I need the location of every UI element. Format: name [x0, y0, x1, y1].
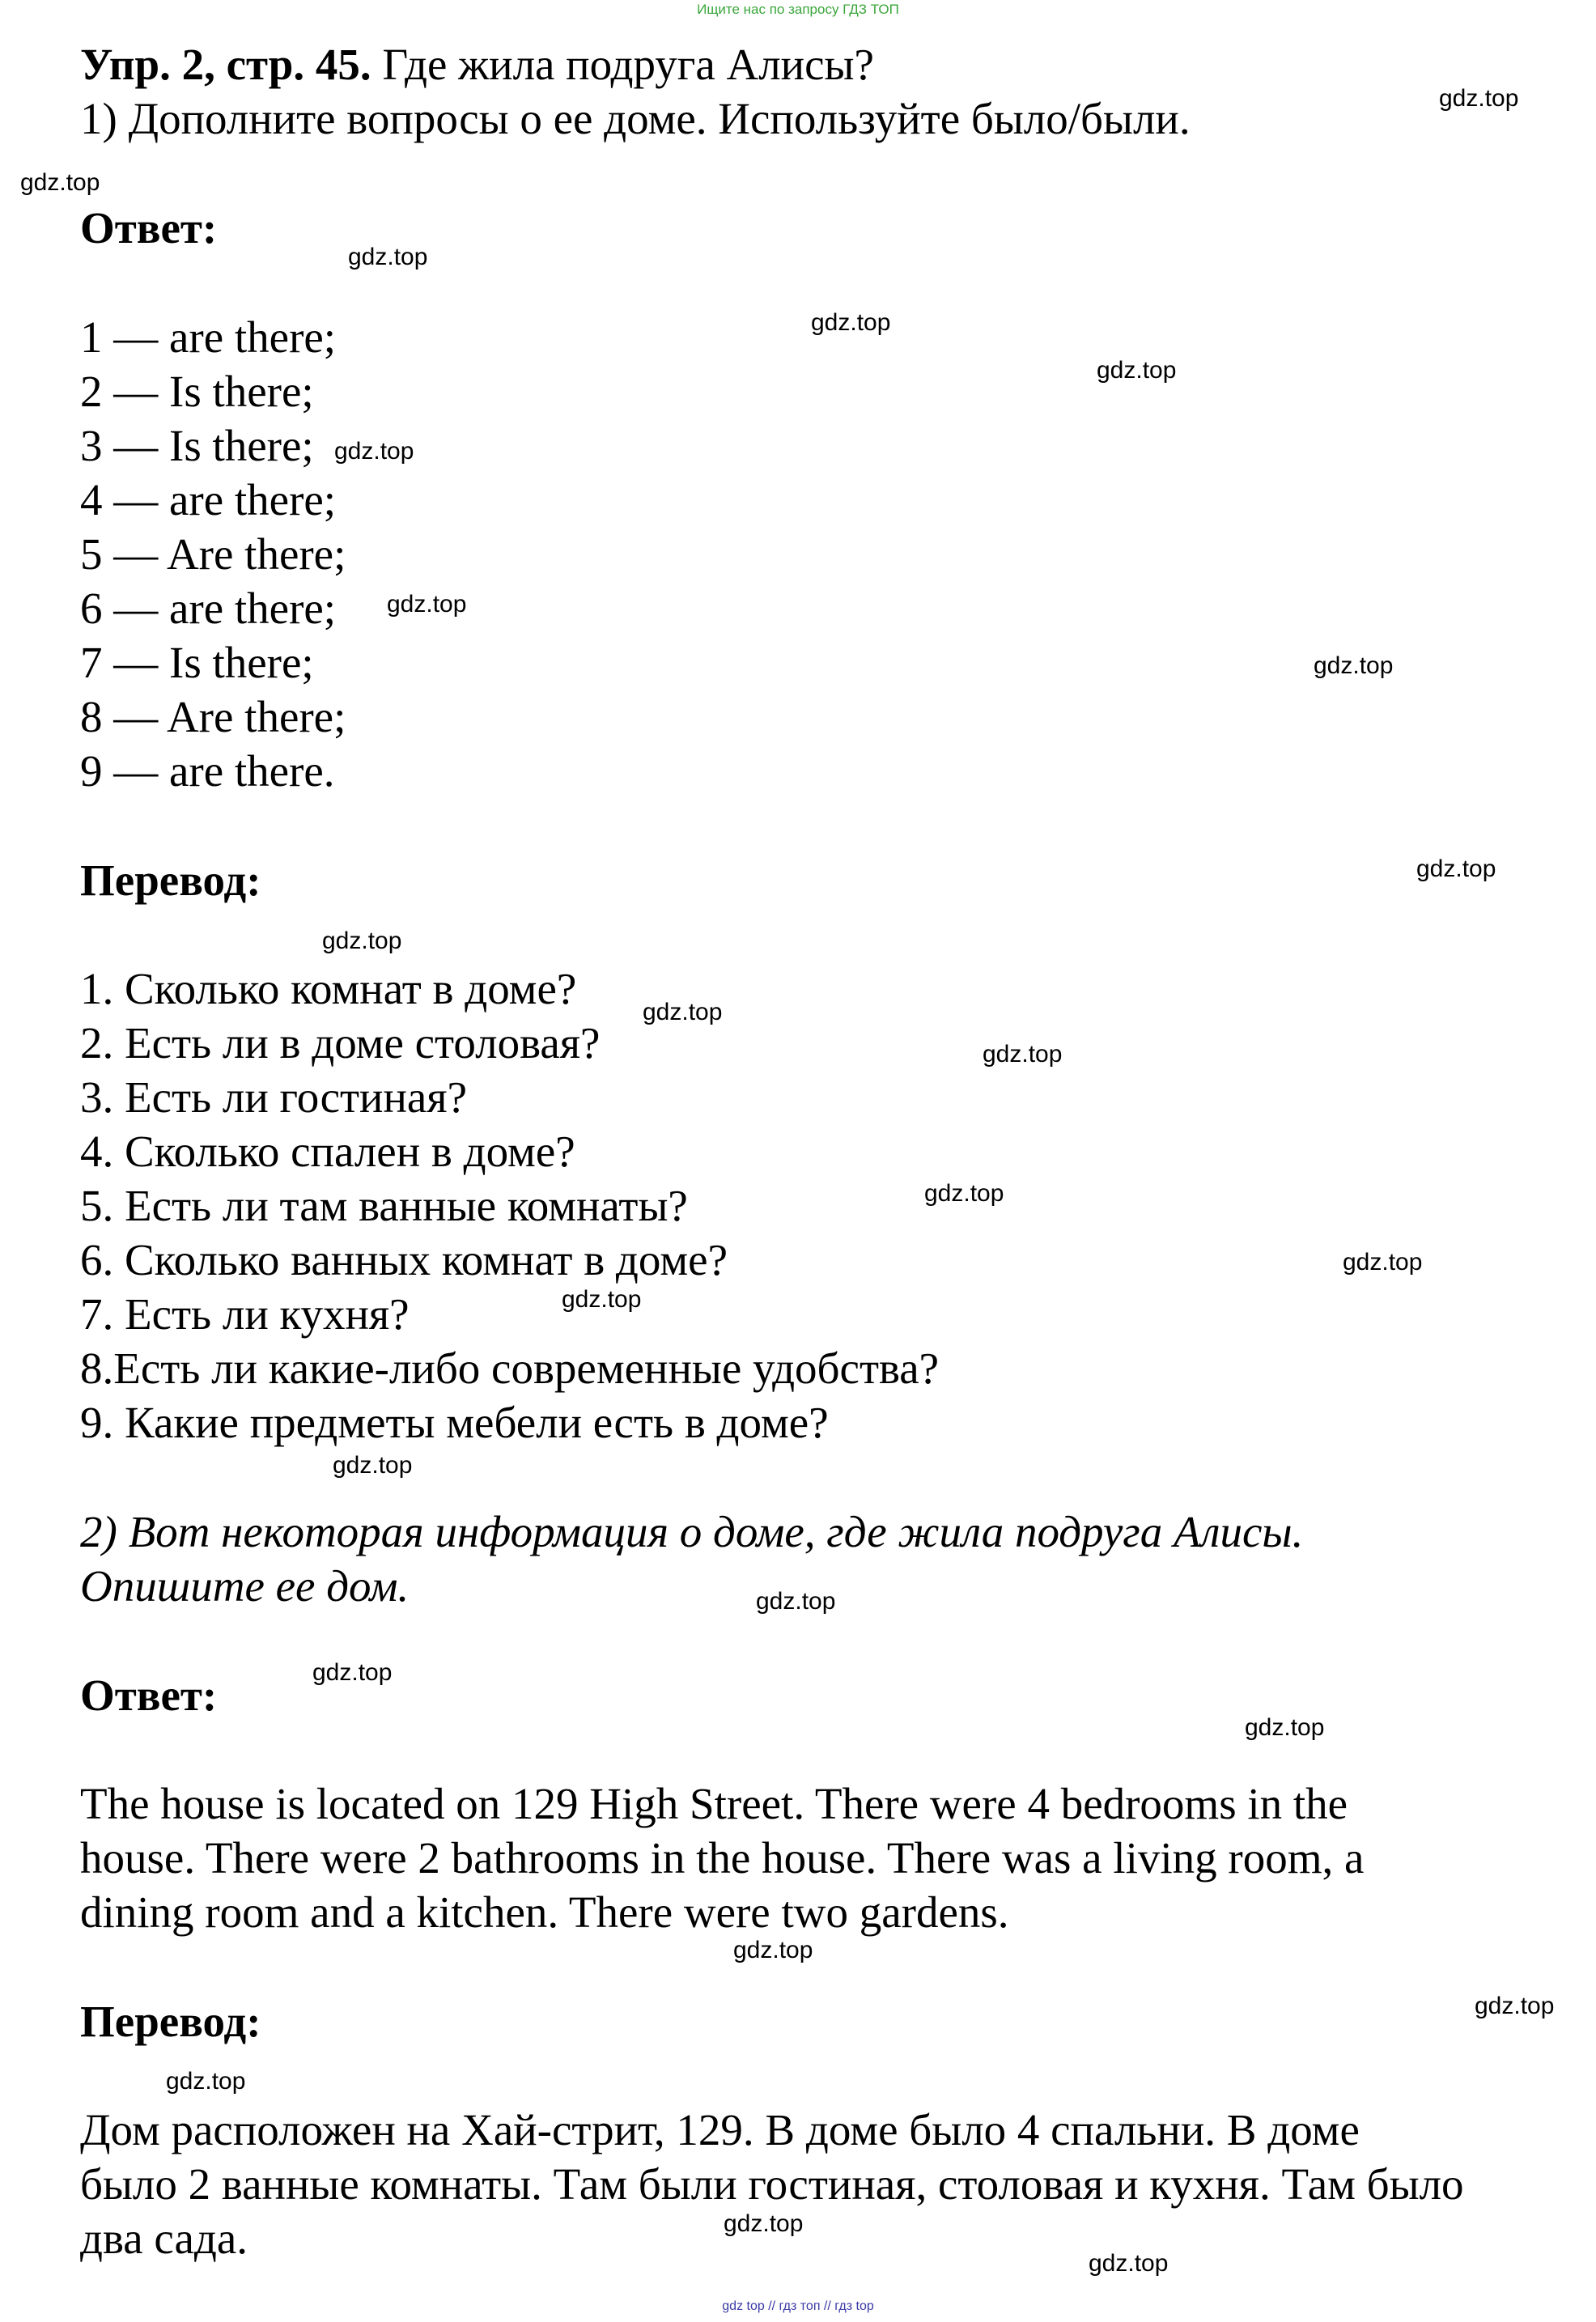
answer-line: 8 — Are there;	[80, 692, 346, 741]
answer-heading-2: Ответ:	[80, 1670, 218, 1720]
exercise-title-text: Где жила подруга Алисы?	[371, 40, 874, 89]
watermark: gdz.top	[1343, 1249, 1423, 1276]
answer-heading-1: Ответ:	[80, 203, 218, 253]
watermark: gdz.top	[924, 1180, 1004, 1207]
watermark: gdz.top	[387, 591, 467, 618]
watermark: gdz.top	[562, 1286, 642, 1313]
bottom-banner: gdz top // гдз топ // гдз top	[722, 2299, 874, 2313]
answer-paragraph-line: The house is located on 129 High Street. There were 4 bedrooms in the	[80, 1779, 1348, 1828]
watermark: gdz.top	[733, 1937, 813, 1963]
watermark: gdz.top	[1475, 1993, 1555, 2019]
watermark: gdz.top	[166, 2068, 246, 2095]
watermark: gdz.top	[756, 1588, 836, 1615]
answer-line: 2 — Is there;	[80, 367, 314, 416]
translation-paragraph-line: Дом расположен на Хай-стрит, 129. В доме было 4 спальни. В доме	[80, 2105, 1360, 2154]
top-banner: Ищите нас по запросу ГДЗ ТОП	[697, 2, 899, 17]
translation-paragraph-line: было 2 ванные комнаты. Там были гостиная, столовая и кухня. Там было	[80, 2159, 1464, 2209]
answer-line: 3 — Is there;	[80, 421, 314, 470]
watermark: gdz.top	[322, 928, 402, 954]
translation-heading-2: Перевод:	[80, 1997, 261, 2046]
answer-line: 7 — Is there;	[80, 638, 314, 687]
watermark: gdz.top	[643, 999, 723, 1025]
watermark: gdz.top	[333, 1452, 413, 1479]
answer-line: 5 — Are there;	[80, 529, 346, 579]
translation-paragraph-line: два сада.	[80, 2214, 248, 2263]
watermark: gdz.top	[983, 1041, 1063, 1068]
translation-line: 6. Сколько ванных комнат в доме?	[80, 1235, 728, 1284]
translation-line: 9. Какие предметы мебели есть в доме?	[80, 1398, 829, 1447]
exercise-title	[80, 37, 874, 91]
watermark: gdz.top	[1089, 2250, 1169, 2277]
watermark: gdz.top	[1416, 855, 1496, 882]
task-2-instruction-line1: 2) Вот некоторая информация о доме, где жила подруга Алисы.	[80, 1507, 1304, 1556]
answer-line: 4 — are there;	[80, 475, 337, 524]
watermark: gdz.top	[724, 2210, 804, 2237]
watermark: gdz.top	[811, 309, 891, 336]
translation-line: 7. Есть ли кухня?	[80, 1289, 410, 1339]
watermark: gdz.top	[348, 244, 428, 270]
watermark: gdz.top	[1439, 85, 1519, 112]
answer-paragraph-line: house. There were 2 bathrooms in the house. There was a living room, a	[80, 1833, 1365, 1883]
translation-line: 2. Есть ли в доме столовая?	[80, 1018, 601, 1068]
answer-paragraph-line: dining room and a kitchen. There were two gardens.	[80, 1887, 1009, 1937]
answer-line: 6 — are there;	[80, 584, 337, 633]
answer-line: 1 — are there;	[80, 312, 337, 362]
answer-line: 9 — are there.	[80, 746, 335, 796]
task-1-instruction: 1) Дополните вопросы о ее доме. Используйте было/были.	[80, 94, 1191, 143]
watermark: gdz.top	[20, 169, 100, 196]
translation-line: 8.Есть ли какие-либо современные удобства?	[80, 1344, 940, 1393]
watermark: gdz.top	[1314, 652, 1394, 679]
translation-line: 1. Сколько комнат в доме?	[80, 964, 577, 1013]
watermark: gdz.top	[312, 1659, 393, 1686]
translation-line: 3. Есть ли гостиная?	[80, 1072, 468, 1122]
translation-line: 5. Есть ли там ванные комнаты?	[80, 1181, 688, 1230]
task-2-instruction-line2: Опишите ее дом.	[80, 1561, 410, 1611]
watermark: gdz.top	[1097, 357, 1177, 384]
watermark: gdz.top	[334, 438, 414, 465]
exercise-number: Упр. 2, стр. 45.	[80, 40, 371, 89]
translation-line: 4. Сколько спален в доме?	[80, 1127, 575, 1176]
watermark: gdz.top	[1245, 1714, 1325, 1741]
translation-heading-1: Перевод:	[80, 855, 261, 905]
